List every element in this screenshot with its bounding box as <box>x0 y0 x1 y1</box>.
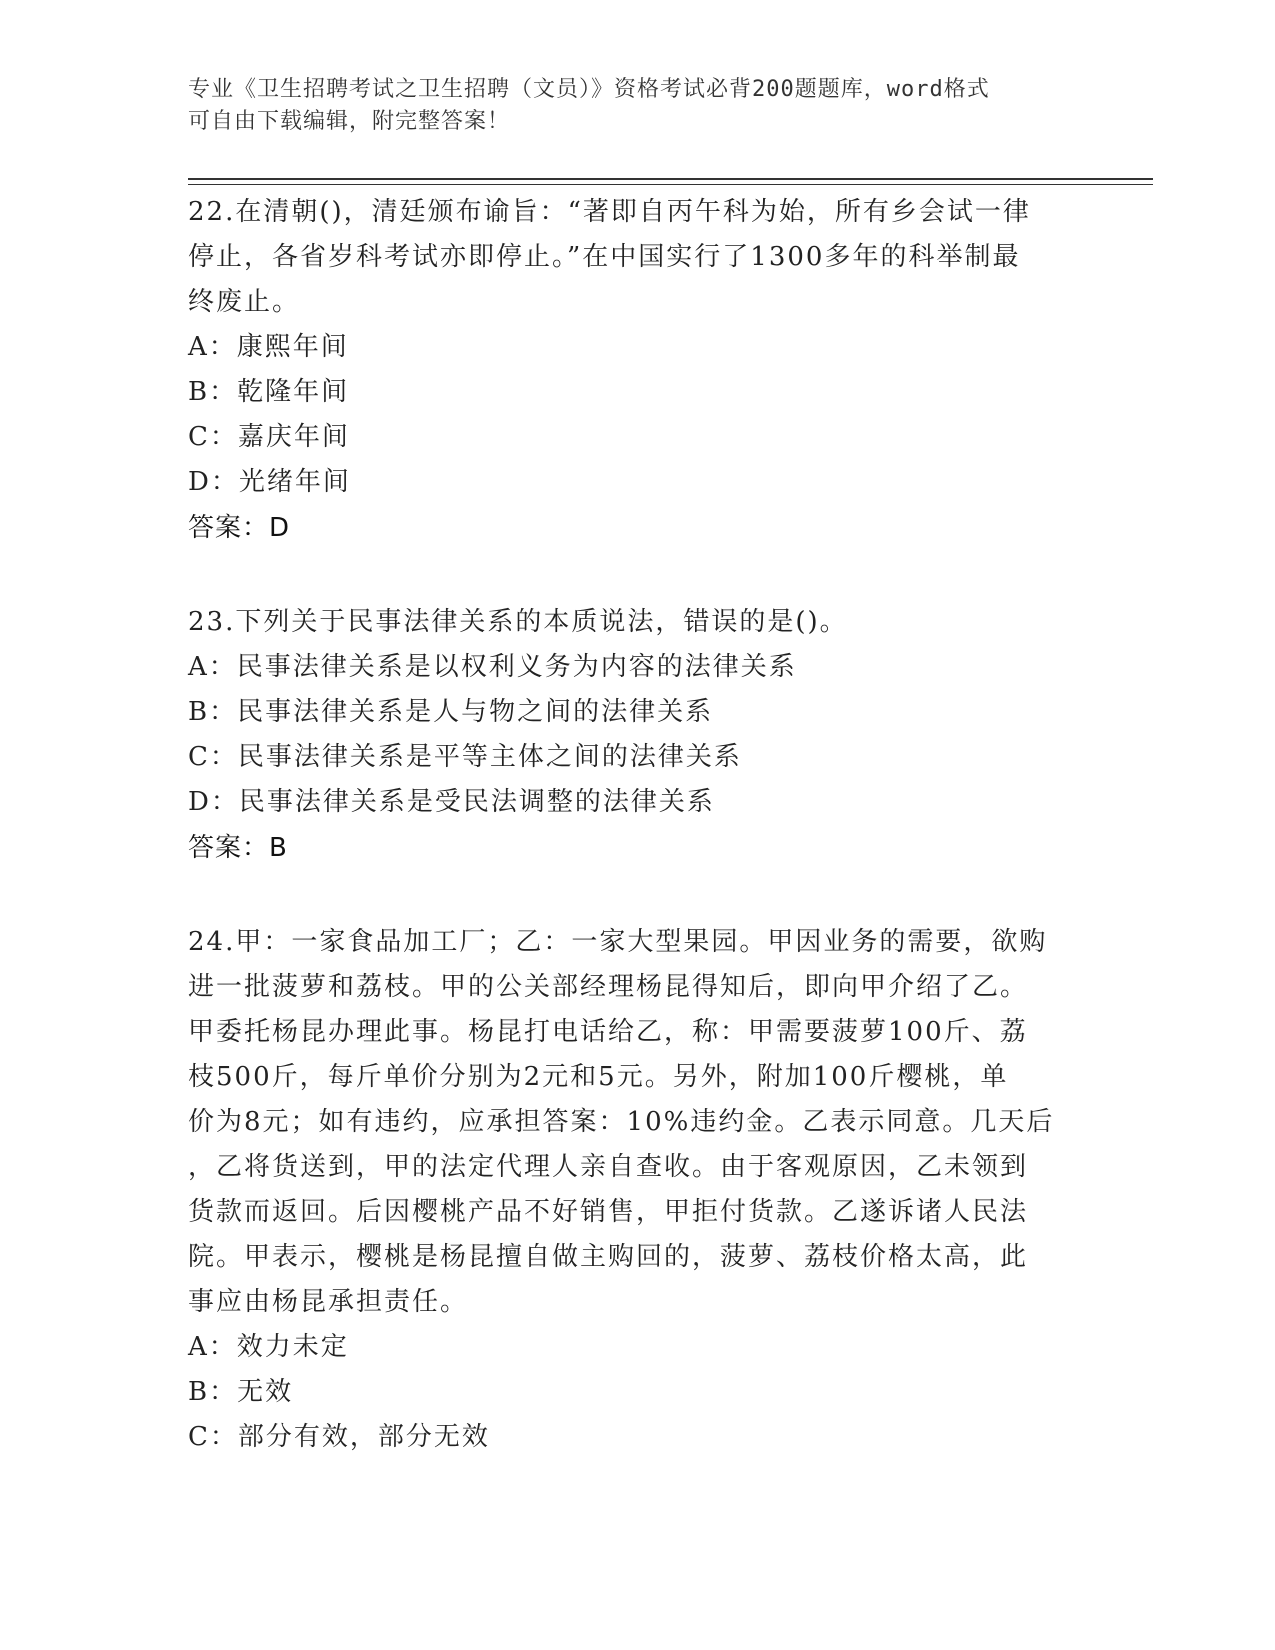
question-text-line: 进一批菠萝和荔枝。甲的公关部经理杨昆得知后，即向甲介绍了乙。 <box>188 972 1029 1002</box>
question-text-line: 23.下列关于民事法律关系的本质说法，错误的是()。 <box>188 607 848 637</box>
answer-label: 答案：D <box>188 513 291 543</box>
question-text-line: ，乙将货送到，甲的法定代理人亲自查收。由于客观原因，乙未领到 <box>188 1152 1029 1182</box>
question-text-line: 枝500斤，每斤单价分别为2元和5元。另外，附加100斤樱桃，单 <box>188 1062 1009 1092</box>
option-b: B：无效 <box>188 1377 294 1407</box>
header-divider-thin <box>188 184 1153 185</box>
question-text-line: 22.在清朝()，清廷颁布谕旨：“著即自丙午科为始，所有乡会试一律 <box>188 197 1031 227</box>
question-text-line: 货款而返回。后因樱桃产品不好销售，甲拒付货款。乙遂诉诸人民法 <box>188 1197 1029 1227</box>
answer-label: 答案：B <box>188 833 288 863</box>
option-b: B：乾隆年间 <box>188 377 350 407</box>
option-c: C：民事法律关系是平等主体之间的法律关系 <box>188 742 742 772</box>
question-list <box>188 190 1088 1509</box>
option-b: B：民事法律关系是人与物之间的法律关系 <box>188 697 714 727</box>
question-23 <box>188 600 1088 871</box>
option-a: A：康熙年间 <box>188 332 349 362</box>
question-text-line: 院。甲表示，樱桃是杨昆擅自做主购回的，菠萝、荔枝价格太高，此 <box>188 1242 1029 1272</box>
question-text-line: 事应由杨昆承担责任。 <box>188 1287 469 1317</box>
question-text-line: 价为8元；如有违约，应承担答案：10%违约金。乙表示同意。几天后 <box>188 1107 1055 1137</box>
question-text-line: 甲委托杨昆办理此事。杨昆打电话给乙，称：甲需要菠萝100斤、荔 <box>188 1017 1028 1047</box>
option-d: D：光绪年间 <box>188 467 351 497</box>
question-24 <box>188 920 1088 1460</box>
question-22 <box>188 190 1088 551</box>
question-text-line: 24.甲：一家食品加工厂；乙：一家大型果园。甲因业务的需要，欲购 <box>188 927 1048 957</box>
option-a: A：民事法律关系是以权利义务为内容的法律关系 <box>188 652 797 682</box>
header-line-1: 专业《卫生招聘考试之卫生招聘（文员）》资格考试必背200题题库，word格式 <box>188 77 990 102</box>
question-text-line: 停止，各省岁科考试亦即停止。”在中国实行了1300多年的科举制最 <box>188 242 1021 272</box>
header-divider-thick <box>188 178 1153 180</box>
question-text-line: 终废止。 <box>188 287 301 317</box>
option-a: A：效力未定 <box>188 1332 349 1362</box>
option-c: C：嘉庆年间 <box>188 422 350 452</box>
document-header <box>188 74 1068 138</box>
option-d: D：民事法律关系是受民法调整的法律关系 <box>188 787 715 817</box>
option-c: C：部分有效，部分无效 <box>188 1422 490 1452</box>
header-line-2: 可自由下载编辑，附完整答案！ <box>188 109 511 134</box>
